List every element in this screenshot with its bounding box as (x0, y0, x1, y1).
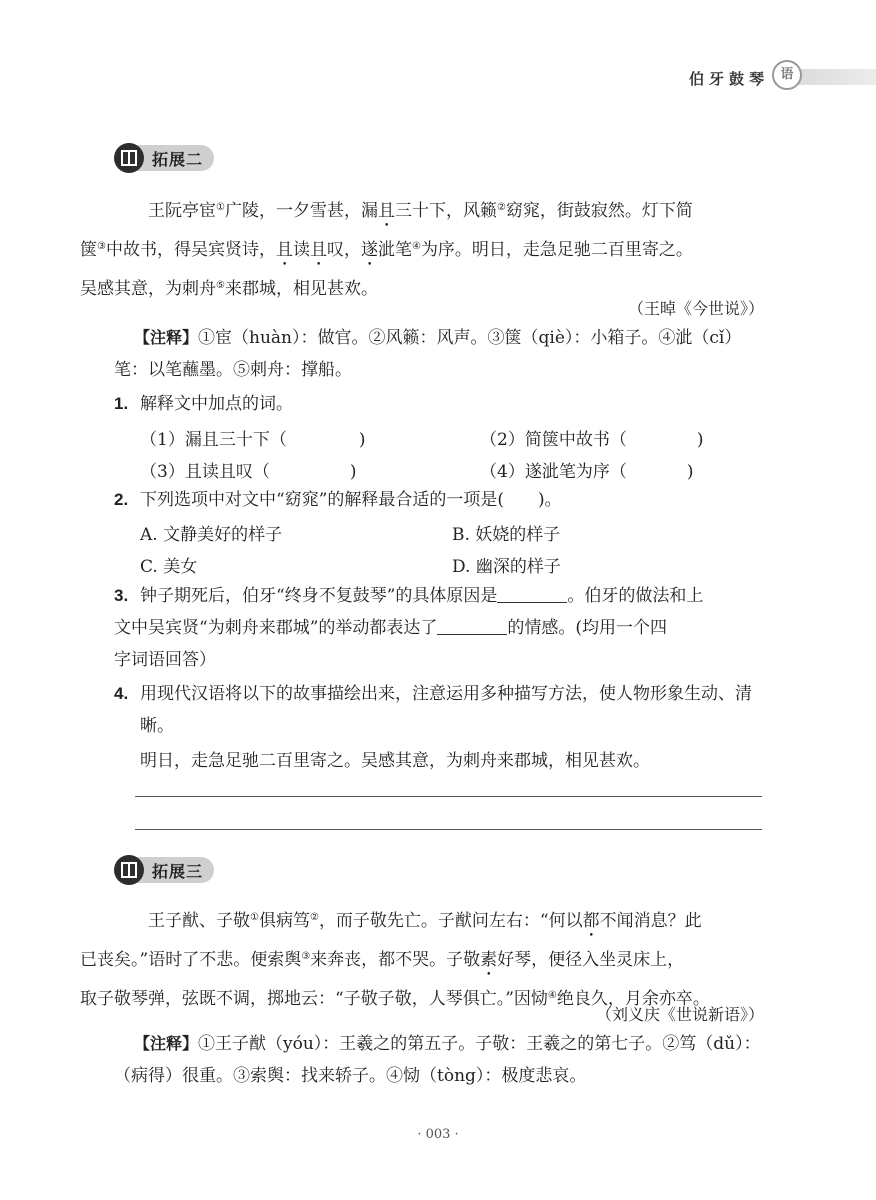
section-badge-2 (114, 143, 214, 173)
passage-source: （王晫《今世说》） (627, 299, 764, 318)
q2-option-d: D. 幽深的样子 (452, 557, 561, 577)
q2-option-a: A. 文静美好的样子 (140, 525, 283, 545)
book-icon (114, 143, 144, 173)
section-title: 拓展三 (152, 862, 204, 881)
question-3: 3. 钟子期死后，伯牙“终身不复鼓琴”的具体原因是 。伯牙的做法和上 文中吴宾贤“为刺舟来郡城”的举动都表达了 的情感。(均用一个四 字词语回答） (114, 586, 704, 670)
page-header (0, 60, 876, 96)
section-badge-3 (114, 855, 214, 885)
book-title: 伯牙鼓琴 (689, 70, 770, 88)
q1-item-3: （3）且读且叹（ ) (140, 462, 357, 482)
q1-item-1: （1）漏且三十下（ ) (140, 430, 366, 450)
q1-item-2: （2）简箧中故书（ ) (480, 430, 704, 450)
page-number: · 003 · (417, 1127, 459, 1142)
answer-line[interactable] (135, 796, 762, 797)
book-icon (114, 855, 144, 885)
question-4: 4. 用现代汉语将以下的故事描绘出来，注意运用多种描写方法，使人物形象生动、清晰。 (114, 684, 752, 736)
notes-section3: 【注释】①王子猷（yóu）：王羲之的第五子。子敬：王羲之的第七子。②笃（dǔ）：（病得）很重。③索舆：找来轿子。④恸（tòng）：极度悲哀。 (114, 1034, 761, 1086)
q4-quote: 明日，走急足驰二百里寄之。吴感其意，为刺舟来郡城，相见甚欢。 (140, 751, 650, 771)
answer-blank[interactable] (437, 618, 507, 635)
notes-section2: 【注释】①宦（huàn）：做官。②风籁：风声。③箧（qiè）：小箱子。④泚（cǐ）笔：以笔蘸墨。⑤刺舟：撑船。 (114, 328, 742, 380)
q2-option-b: B. 妖娆的样子 (452, 525, 561, 545)
book-logo-icon: 语 (772, 60, 802, 90)
q2-option-c: C. 美女 (140, 557, 198, 577)
question-1: 1. 解释文中加点的词。 (114, 394, 293, 414)
answer-line[interactable] (135, 829, 762, 830)
passage-section3: 王子猷、子敬①俱病笃②，而子敬先亡。子猷问左右：“何以都不闻消息？此 已丧矣。”语时了不悲。便索舆③来奔丧，都不哭。子敬素好琴，便径入坐灵床上， 取子敬琴弹，弦既不调，掷地云：“子敬子敬，人琴俱亡。”因恸④绝良久，月余亦卒。 (80, 911, 710, 1009)
passage-source: （刘义庆《世说新语》） (595, 1005, 764, 1024)
question-2: 2. 下列选项中对文中“窈窕”的解释最合适的一项是( )。 (114, 490, 562, 510)
q1-item-4: （4）遂泚笔为序（ ) (480, 462, 694, 482)
passage-section2: 王阮亭宦①广陵，一夕雪甚，漏且三十下，风籁②窈窕，街鼓寂然。灯下简 箧③中故书，得吴宾贤诗，且读且叹，遂泚笔④为序。明日，走急足驰二百里寄之。 吴感其意，为刺舟⑤来郡城，相见甚欢。 (80, 201, 693, 299)
section-title: 拓展二 (152, 150, 204, 169)
answer-blank[interactable] (497, 586, 567, 603)
